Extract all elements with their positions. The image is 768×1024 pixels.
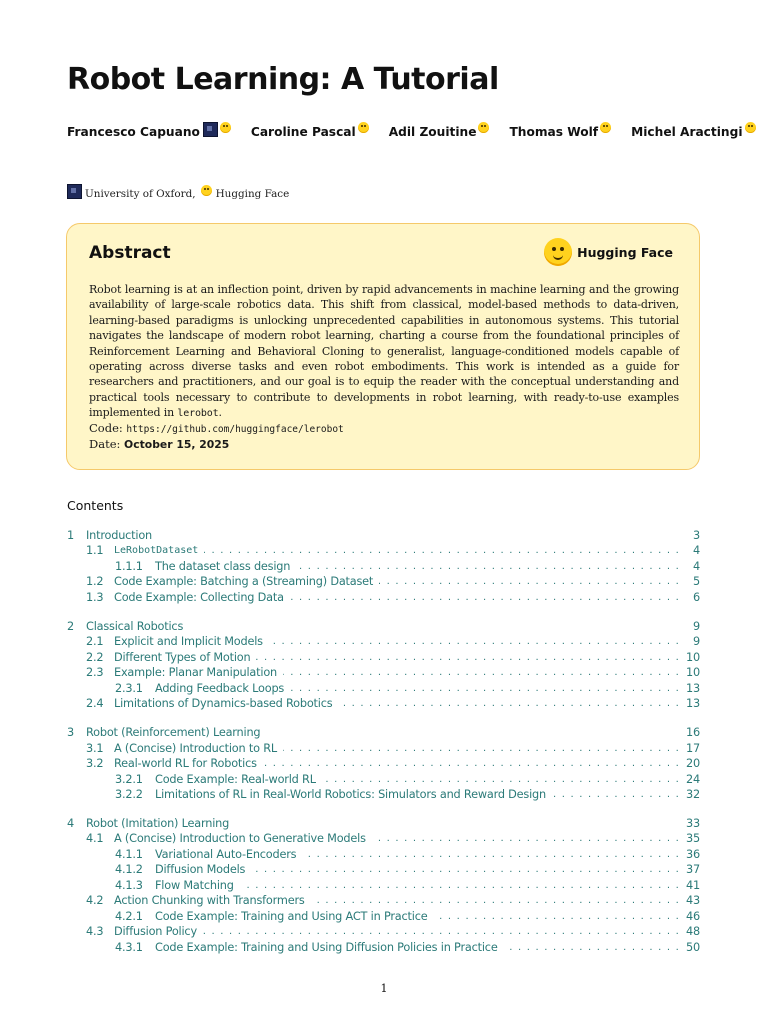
toc-dot-leader (240, 878, 680, 893)
toc-entry-page: 5 (693, 575, 700, 589)
toc-entry-number: 2 (67, 619, 74, 633)
toc-dot-leader (204, 543, 680, 558)
toc-entry-number: 3.2 (86, 757, 104, 771)
toc-entry[interactable] (86, 543, 700, 558)
toc-entry-title: Different Types of Motion (114, 650, 251, 664)
toc-entry-page: 50 (686, 940, 700, 954)
toc-entry[interactable] (86, 665, 700, 680)
toc-entry-title: The dataset class design (155, 559, 291, 573)
toc-entry-title: Diffusion Policy (114, 925, 197, 939)
toc-entry-page: 6 (693, 590, 700, 604)
toc-entry-number: 1.3 (86, 590, 104, 604)
toc-dot-leader (379, 574, 680, 589)
toc-entry-title: Example: Planar Manipulation (114, 666, 277, 680)
toc-entry-number: 4 (67, 817, 74, 830)
toc-entry[interactable] (86, 756, 700, 771)
toc-entry-number: 1 (67, 529, 74, 542)
toc-dot-leader (203, 924, 680, 939)
toc-entry-title: A (Concise) Introduction to Generative Models (114, 832, 366, 846)
toc-dot-leader (504, 940, 680, 955)
toc-entry-title: Code Example: Collecting Data (114, 590, 284, 604)
toc-entry-number: 2.2 (86, 650, 104, 664)
toc-entry[interactable] (86, 893, 700, 908)
toc-entry[interactable] (67, 725, 700, 740)
toc-entry-title: A (Concise) Introduction to RL (114, 741, 277, 755)
toc-entry-number: 3.1 (86, 741, 104, 755)
toc-entry-title: Limitations of Dynamics-based Robotics (114, 697, 333, 711)
toc-entry-page: 32 (686, 787, 700, 801)
toc-dot-leader (290, 681, 680, 696)
toc-entry[interactable] (86, 650, 700, 665)
toc-dot-leader (433, 909, 680, 924)
date-value: October 15, 2025 (124, 438, 230, 451)
toc-entry-number: 4.2.1 (115, 909, 143, 923)
toc-entry[interactable] (115, 862, 700, 877)
toc-entry[interactable] (115, 909, 700, 924)
toc-entry[interactable] (115, 787, 700, 802)
toc-entry-number: 3 (67, 726, 74, 740)
toc-entry-page: 4 (693, 544, 700, 558)
toc-entry-title: Action Chunking with Transformers (114, 894, 305, 908)
toc-entry-number: 4.1.2 (115, 863, 143, 877)
date-label: Date: (89, 437, 121, 451)
toc-entry[interactable] (86, 696, 700, 711)
toc-entry-number: 2.3 (86, 666, 104, 680)
toc-dot-leader (263, 756, 680, 771)
toc-entry[interactable] (115, 847, 700, 862)
toc-dot-leader (338, 696, 680, 711)
toc-entry-number: 4.1 (86, 832, 104, 846)
toc-entry-number: 1.2 (86, 575, 104, 589)
toc-entry-page: 36 (686, 847, 700, 861)
toc-entry-title: Flow Matching (155, 878, 234, 892)
abstract-body: Robot learning is at an inflection point, driven by rapid advancements in machine learning and the growing availability of large-scale robotics data. This shift from classical, model-based methods to data-driven, learning-based paradigms is unlocking unprecedented capabilities in autonomous systems. This tutorial navigates the landscape of modern robot learning, charting a course from the foundational principles of Reinforcement Learning and Behavioral Cloning to generalist, language-conditioned models capable of operating across diverse tasks and even robot embodiments. This work is intended as a guide for researchers and practitioners, and our goal is to equip the reader with the conceptual understanding and practical tools necessary to contribute to developments in robot learning, with ready-to-use examples implemented in (89, 283, 679, 420)
toc-entry-number: 3.2.2 (115, 787, 143, 801)
abstract-heading: Abstract (89, 243, 171, 263)
toc-entry-number: 4.3.1 (115, 940, 143, 954)
toc-dot-leader (296, 559, 680, 574)
toc-entry-page: 41 (686, 878, 700, 892)
toc-entry-number: 2.3.1 (115, 681, 143, 695)
toc-dot-leader (552, 787, 680, 802)
code-label: Code: (89, 421, 123, 435)
toc-entry-number: 4.3 (86, 925, 104, 939)
toc-entry-page: 4 (693, 559, 700, 573)
toc-dot-leader (322, 772, 680, 787)
toc-entry-number: 4.1.1 (115, 847, 143, 861)
toc-entry[interactable] (86, 924, 700, 939)
toc-entry-page: 20 (686, 757, 700, 771)
toc-entry-page: 46 (686, 909, 700, 923)
toc-entry-page: 9 (693, 619, 700, 633)
toc-entry[interactable] (115, 559, 700, 574)
toc-entry-number: 2.4 (86, 697, 104, 711)
toc-entry-title: Code Example: Training and Using Diffusion Policies in Practice (155, 940, 498, 954)
toc-entry-page: 10 (686, 650, 700, 664)
toc-dot-leader (372, 831, 680, 846)
toc-entry-page: 48 (686, 925, 700, 939)
toc-entry-title: LeRobotDataset (114, 545, 199, 557)
toc-entry-title: Introduction (86, 529, 153, 542)
toc-entry-title: Variational Auto-Encoders (155, 847, 297, 861)
abstract-code-word: lerobot (177, 408, 219, 420)
author-name: Francesco Capuano (67, 125, 200, 139)
toc-entry[interactable] (67, 816, 700, 831)
toc-entry[interactable] (86, 741, 700, 756)
toc-entry[interactable] (115, 681, 700, 696)
toc-entry-page: 9 (693, 635, 700, 649)
toc-entry-page: 13 (686, 681, 700, 695)
toc-entry-number: 4.1.3 (115, 878, 143, 892)
toc-entry-title: Real-world RL for Robotics (114, 757, 257, 771)
toc-entry-number: 1.1 (86, 544, 104, 558)
toc-entry-page: 33 (686, 817, 700, 830)
toc-entry-title: Code Example: Training and Using ACT in Practice (155, 909, 428, 923)
author-name: Michel Aractingi (631, 125, 743, 139)
toc-entry[interactable] (86, 831, 700, 846)
toc-entry-number: 1.1.1 (115, 559, 143, 573)
toc-entry[interactable] (115, 940, 700, 955)
toc-entry-title: Limitations of RL in Real-World Robotics: Simulators and Reward Design (155, 787, 546, 801)
toc-dot-leader (283, 741, 680, 756)
toc-entry-number: 2.1 (86, 635, 104, 649)
author-name: Caroline Pascal (250, 125, 356, 139)
author-name: Thomas Wolf (509, 125, 599, 139)
toc-entry-title: Code Example: Batching a (Streaming) Dataset (114, 575, 374, 589)
affiliation-hugging-face: Hugging Face (215, 187, 290, 200)
abstract-text: Robot learning is at an inflection point, driven by rapid advancements in machine learning and the growing availability of large-scale robotics data. This shift from classical, model-based methods to data-driven, learning-based paradigms is unlocking unprecedented capabilities in autonomous systems. This tutorial navigates the landscape of modern robot learning, charting a course from the foundational principles of Reinforcement Learning and Behavioral Cloning to generalist, language-conditioned models capable of operating across diverse tasks and even robot embodiments. This work is intended as a guide for researchers and practitioners, and our goal is to equip the reader with the conceptual understanding and practical tools necessary to contribute to developments in robot learning, with ready-to-use examples implemented in lerobot. (89, 283, 679, 420)
toc-entry-page: 37 (686, 863, 700, 877)
toc-entry[interactable] (115, 772, 700, 787)
toc-entry[interactable] (86, 634, 700, 649)
toc-entry[interactable] (67, 528, 700, 543)
toc-entry-page: 24 (686, 772, 700, 786)
toc-dot-leader (290, 590, 680, 605)
toc-dot-leader (302, 847, 680, 862)
toc-dot-leader (256, 650, 680, 665)
toc-entry[interactable] (115, 878, 700, 893)
toc-dot-leader (283, 665, 680, 680)
affiliation-oxford: University of Oxford, (85, 187, 196, 200)
contents-heading: Contents (67, 498, 124, 513)
page-number: 1 (380, 982, 388, 995)
toc-entry-page: 3 (693, 529, 700, 542)
toc-entry-page: 13 (686, 697, 700, 711)
code-link[interactable]: https://github.com/huggingface/lerobot (126, 424, 344, 435)
toc-entry-page: 16 (686, 726, 700, 740)
toc-dot-leader (251, 862, 680, 877)
toc-entry-number: 3.2.1 (115, 772, 143, 786)
toc-entry[interactable] (86, 590, 700, 605)
toc-entry[interactable] (67, 619, 700, 634)
toc-dot-leader (311, 893, 680, 908)
paper-title: Robot Learning: A Tutorial (67, 62, 499, 97)
toc-entry-page: 35 (686, 832, 700, 846)
toc-entry-page: 17 (686, 741, 700, 755)
toc-dot-leader (269, 634, 680, 649)
toc-entry-title: Explicit and Implicit Models (114, 635, 263, 649)
toc-entry-number: 4.2 (86, 894, 104, 908)
toc-entry-title: Code Example: Real-world RL (155, 772, 316, 786)
author-name: Adil Zouitine (388, 125, 477, 139)
toc-entry-title: Adding Feedback Loops (155, 681, 285, 695)
toc-entry-title: Robot (Imitation) Learning (86, 817, 230, 830)
hugging-face-logo-text: Hugging Face (577, 244, 673, 260)
toc-entry-title: Classical Robotics (86, 619, 184, 633)
toc-entry[interactable] (86, 574, 700, 589)
toc-entry-page: 10 (686, 666, 700, 680)
toc-entry-page: 43 (686, 894, 700, 908)
toc-entry-title: Robot (Reinforcement) Learning (86, 726, 261, 740)
toc-entry-title: Diffusion Models (155, 863, 246, 877)
